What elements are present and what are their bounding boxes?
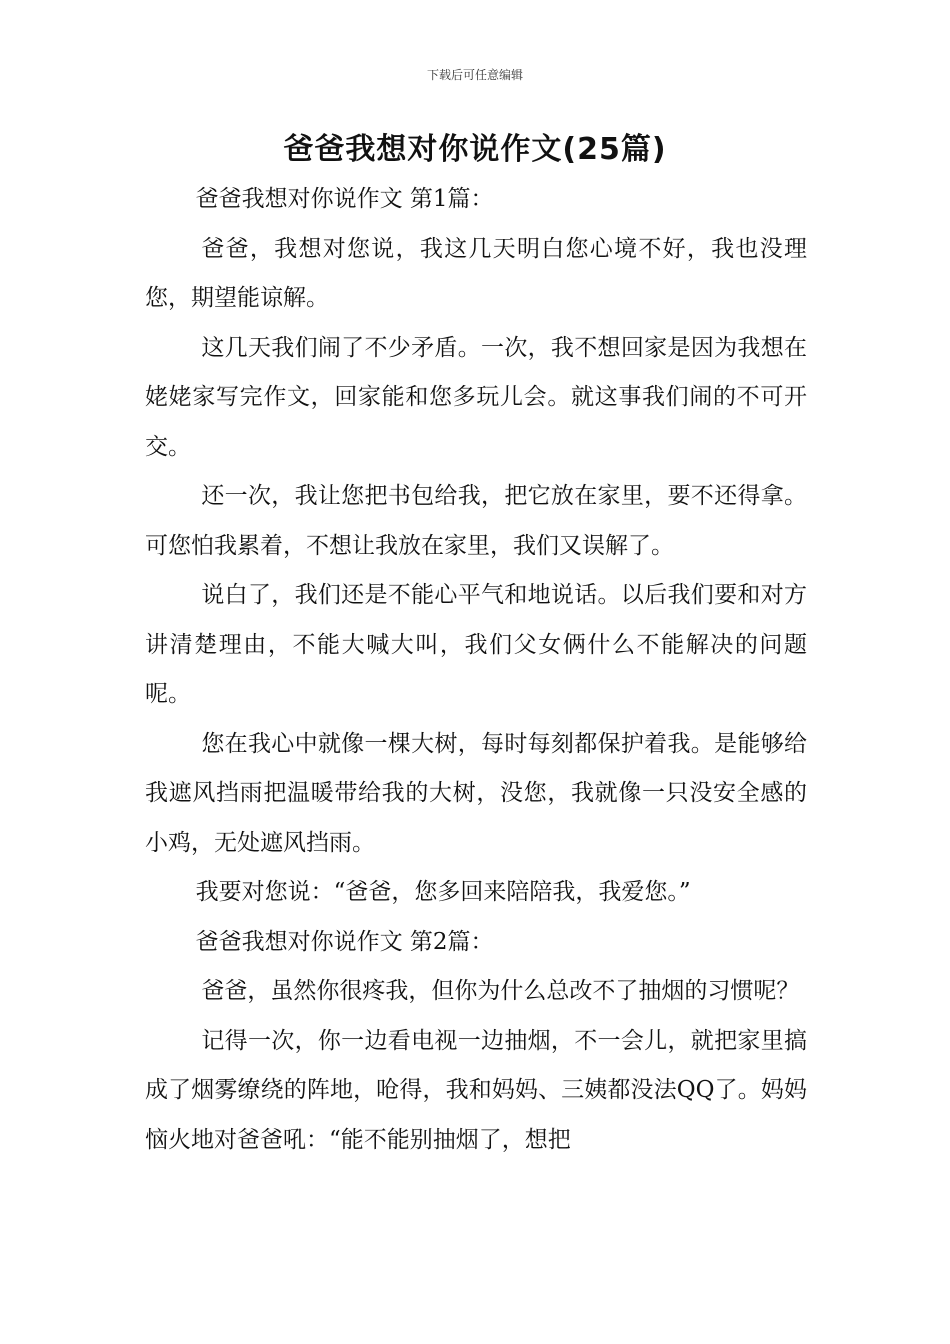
body-paragraph: 记得一次，你一边看电视一边抽烟，不一会儿，就把家里搞成了烟雾缭绕的阵地，呛得，我和妈妈、三姨都没法QQ了。妈妈恼火地对爸爸吼：“能不能别抽烟了，想把 <box>145 1027 807 1153</box>
body-paragraph: 爸爸，虽然你很疼我，但你为什么总改不了抽烟的习惯呢？ <box>201 978 800 1004</box>
body-paragraph: 说白了，我们还是不能心平气和地说话。以后我们要和对方讲清楚理由，不能大喊大叫，我们父女俩什么不能解决的问题呢。 <box>145 582 807 707</box>
page-title: 爸爸我想对你说作文(25篇) <box>283 132 667 167</box>
body-paragraph: 爸爸，我想对您说，我这几天明白您心境不好，我也没理您，期望能谅解。 <box>145 235 807 311</box>
section-heading: 爸爸我想对你说作文 第2篇： <box>195 928 494 955</box>
body-paragraph: 还一次，我让您把书包给我，把它放在家里，要不还得拿。可您怕我累着，不想让我放在家里，我们又误解了。 <box>145 483 807 559</box>
body-paragraph: 这几天我们闹了不少矛盾。一次，我不想回家是因为我想在姥姥家写完作文，回家能和您多玩儿会。就这事我们闹的不可开交。 <box>145 334 807 460</box>
header-note: 下载后可任意编辑 <box>426 68 523 82</box>
document-body <box>145 175 807 1165</box>
body-paragraph: 您在我心中就像一棵大树，每时每刻都保护着我。是能够给我遮风挡雨把温暖带给我的大树，没您，我就像一只没安全感的小鸡，无处遮风挡雨。 <box>145 730 807 856</box>
section-heading: 爸爸我想对你说作文 第1篇： <box>195 186 494 212</box>
quote-paragraph: 我要对您说：“爸爸，您多回来陪陪我，我爱您。” <box>195 879 691 905</box>
